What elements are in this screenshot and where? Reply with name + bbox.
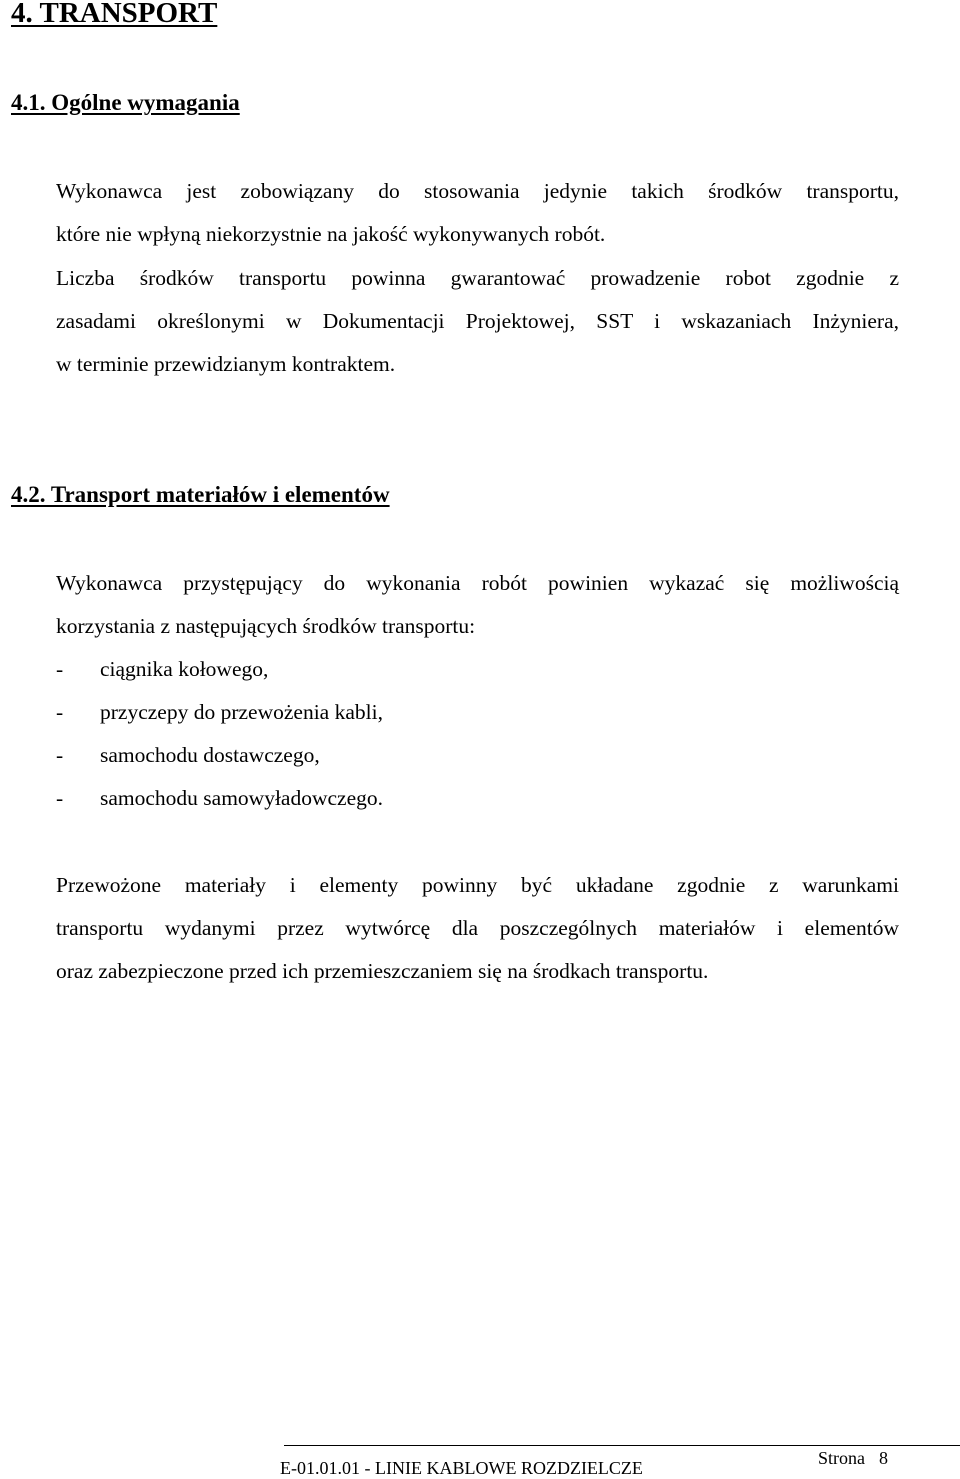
list-item-text: samochodu samowyładowczego. [100, 786, 384, 810]
list-dash: - [56, 700, 64, 724]
paragraph-line: korzystania z następujących środków transportu: [56, 614, 476, 638]
paragraph-line: zasadami określonymi w Dokumentacji Projektowej, SST i wskazaniach Inżyniera, [56, 309, 899, 333]
footer-page-indicator [818, 1448, 888, 1469]
paragraph-line: które nie wpłyną niekorzystnie na jakość wykonywanych robót. [56, 222, 606, 246]
paragraph-line: oraz zabezpieczone przed ich przemieszczaniem się na środkach transportu. [56, 959, 709, 983]
section-heading-general-requirements: 4.1. Ogólne wymagania [11, 90, 240, 115]
paragraph-line: transportu wydanymi przez wytwórcę dla poszczególnych materiałów i elementów [56, 916, 899, 940]
paragraph-line: Przewożone materiały i elementy powinny być układane zgodnie z warunkami [56, 873, 899, 897]
page-number: 8 [879, 1448, 888, 1468]
list-item-text: przyczepy do przewożenia kabli, [100, 700, 383, 724]
list-item-text: samochodu dostawczego, [100, 743, 320, 767]
footer-divider [284, 1445, 960, 1446]
paragraph-line: Wykonawca przystępujący do wykonania robót powinien wykazać się możliwością [56, 571, 899, 595]
list-dash: - [56, 657, 64, 681]
page-label: Strona [818, 1448, 865, 1468]
chapter-heading: 4. TRANSPORT [11, 0, 218, 29]
paragraph-line: w terminie przewidzianym kontraktem. [56, 352, 396, 376]
list-dash: - [56, 786, 64, 810]
footer-document-title: E-01.01.01 - LINIE KABLOWE ROZDZIELCZE [280, 1458, 643, 1478]
list-item-text: ciągnika kołowego, [100, 657, 269, 681]
paragraph-line: Wykonawca jest zobowiązany do stosowania jedynie takich środków transportu, [56, 179, 899, 203]
list-dash: - [56, 743, 64, 767]
paragraph-line: Liczba środków transportu powinna gwarantować prowadzenie robot zgodnie z [56, 266, 899, 290]
section-heading-transport: 4.2. Transport materiałów i elementów [11, 482, 390, 507]
